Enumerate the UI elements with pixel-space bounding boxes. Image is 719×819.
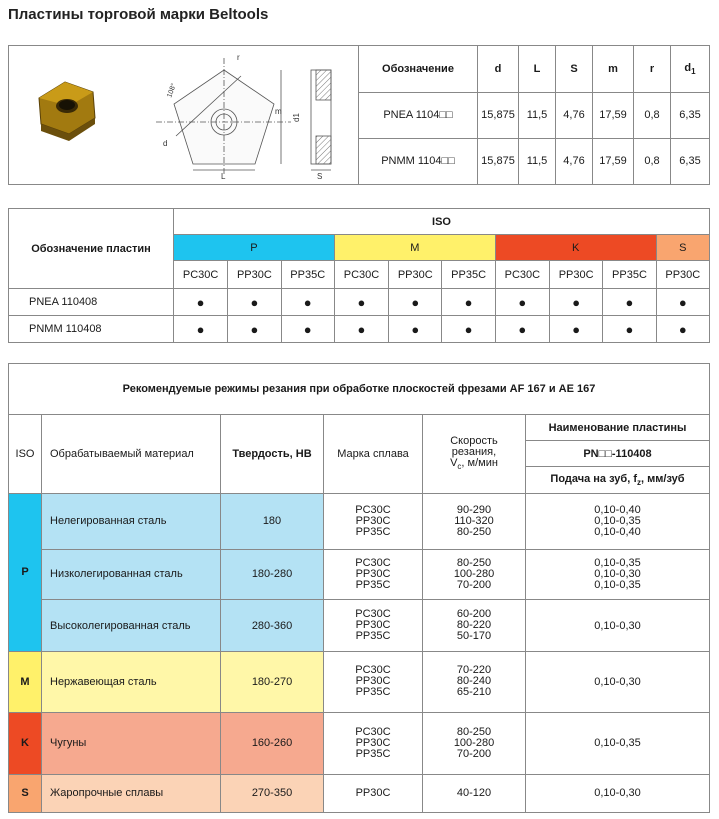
hardness-cell: 280-360	[221, 600, 324, 652]
label-L: L	[221, 172, 226, 181]
label-S: S	[317, 172, 323, 181]
grade-col: PC30C	[495, 261, 549, 289]
cutting-modes-table	[8, 363, 710, 813]
feed-value: 0,10-0,35	[594, 556, 641, 569]
hardness-cell: 180-280	[221, 549, 324, 599]
grade-mark: ●	[334, 289, 388, 316]
grade-table	[8, 208, 710, 343]
grade-col: PC30C	[334, 261, 388, 289]
material-cell: Низколегированная сталь	[42, 549, 221, 599]
grade-value: PP30C	[355, 736, 391, 749]
speed-value: 100-280	[453, 736, 495, 749]
pentagon-drawing-icon	[156, 58, 291, 174]
grade-mark: ●	[334, 316, 388, 343]
group-m-header: M	[334, 235, 495, 261]
grade-col: PP35C	[603, 261, 656, 289]
iso-group-m: M	[9, 652, 42, 712]
col-header-L: L	[519, 46, 556, 93]
feed-value: 0,10-0,30	[594, 567, 641, 580]
iso-group-s: S	[9, 774, 42, 812]
col-header-d1-letter: d	[684, 61, 692, 74]
grade-value: PP35C	[355, 686, 391, 699]
material-cell: Жаропрочные сплавы	[42, 774, 221, 812]
grade-col: PP30C	[228, 261, 281, 289]
iso-group-p: P	[9, 493, 42, 652]
feed-value: 0,10-0,40	[594, 503, 641, 516]
speed-value: 70-220	[456, 664, 492, 677]
grade-col: PP35C	[442, 261, 495, 289]
insert-spec-table	[8, 45, 710, 185]
col-header-d: d	[478, 46, 519, 93]
speed-value: 80-250	[456, 525, 492, 538]
hardness-cell: 160-260	[221, 712, 324, 774]
feed-cell: 0,10-0,30	[526, 652, 710, 712]
speed-value: 100-280	[453, 567, 495, 580]
insert-code: PN□□-110408	[526, 441, 710, 467]
insert-photo-icon	[39, 82, 95, 141]
speed-value: 70-200	[456, 578, 492, 591]
grade-mark: ●	[656, 316, 709, 343]
feed-value: 0,10-0,40	[594, 525, 641, 538]
grade-value: PP30C	[355, 567, 391, 580]
grade-value: PP30C	[355, 514, 391, 527]
insert-drawing-cell	[9, 46, 359, 185]
iso-header: ISO	[174, 209, 710, 235]
label-r: r	[237, 53, 240, 62]
grade-mark: ●	[389, 289, 442, 316]
feed-cell	[526, 549, 710, 599]
spec-cell: 17,59	[593, 138, 634, 184]
speed-sub: c	[457, 461, 462, 471]
hardness-cell: 180-270	[221, 652, 324, 712]
feed-sub: z	[637, 478, 641, 488]
grade-mark: ●	[549, 289, 602, 316]
cutting-caption: Рекомендуемые режимы резания при обработке плоскостей фрезами AF 167 и AE 167	[9, 364, 710, 415]
group-k-header: K	[495, 235, 656, 261]
grade-cell	[324, 652, 423, 712]
grade-value: PC30C	[355, 503, 391, 516]
grade-cell	[324, 493, 423, 549]
grade-cell	[324, 600, 423, 652]
spec-cell: 15,875	[478, 138, 519, 184]
col-header-r: r	[634, 46, 671, 93]
spec-cell: 11,5	[519, 138, 556, 184]
speed-value: 70-200	[456, 747, 492, 760]
speed-value: 65-210	[456, 686, 492, 699]
grade-mark: ●	[228, 316, 281, 343]
feed-value: 0,10-0,35	[594, 514, 641, 527]
speed-line2: резания,	[451, 445, 497, 458]
grade-value: PP30C	[355, 619, 391, 632]
label-angle: 108°	[166, 82, 178, 99]
grade-value: PC30C	[355, 608, 391, 621]
col-speed	[423, 415, 526, 493]
label-d: d	[163, 139, 168, 148]
speed-line3	[423, 458, 525, 472]
spec-cell: 0,8	[634, 138, 671, 184]
group-s-header: S	[656, 235, 709, 261]
material-cell: Чугуны	[42, 712, 221, 774]
spec-cell: PNMM 1104□□	[359, 138, 478, 184]
grade-row-header: Обозначение пластин	[9, 209, 174, 289]
col-header-S: S	[556, 46, 593, 93]
speed-cell	[423, 493, 526, 549]
speed-value: 110-320	[454, 514, 494, 527]
speed-unit: , м/мин	[461, 456, 498, 469]
spec-cell: 6,35	[671, 93, 710, 139]
speed-cell	[423, 600, 526, 652]
label-m: m	[275, 107, 282, 116]
feed-cell: 0,10-0,30	[526, 600, 710, 652]
spec-cell: 6,35	[671, 138, 710, 184]
spec-cell: 11,5	[519, 93, 556, 139]
iso-group-k: K	[9, 712, 42, 774]
speed-value: 90-290	[456, 503, 492, 516]
speed-cell	[423, 652, 526, 712]
grade-mark: ●	[281, 316, 334, 343]
grade-value: PP30C	[355, 675, 391, 688]
label-d1: d1	[292, 113, 301, 122]
col-insert-name: Наименование пластины	[526, 415, 710, 441]
grade-cell: PP30C	[324, 774, 423, 812]
grade-mark: ●	[656, 289, 709, 316]
spec-cell: PNEA 1104□□	[359, 93, 478, 139]
speed-value: 80-240	[456, 675, 492, 688]
col-feed	[526, 467, 710, 493]
grade-mark: ●	[442, 316, 495, 343]
page-title: Пластины торговой марки Beltools	[8, 6, 269, 23]
grade-mark: ●	[495, 316, 549, 343]
grade-value: PC30C	[355, 664, 391, 677]
speed-cell	[423, 549, 526, 599]
hardness-cell: 270-350	[221, 774, 324, 812]
spec-cell: 4,76	[556, 138, 593, 184]
feed-prefix: Подача на зуб, f	[550, 472, 637, 485]
col-material: Обрабатываемый материал	[42, 415, 221, 493]
grade-row-name: PNEA 110408	[9, 289, 174, 316]
side-view-icon	[311, 70, 331, 170]
speed-value: 80-250	[456, 556, 492, 569]
feed-cell: 0,10-0,30	[526, 774, 710, 812]
grade-col: PP30C	[656, 261, 709, 289]
grade-mark: ●	[228, 289, 281, 316]
grade-value: PP35C	[355, 747, 391, 760]
col-header-d1-sub: 1	[691, 67, 696, 77]
grade-value: PP35C	[355, 525, 391, 538]
grade-mark: ●	[174, 289, 228, 316]
speed-cell	[423, 712, 526, 774]
material-cell: Высоколегированная сталь	[42, 600, 221, 652]
grade-col: PP30C	[389, 261, 442, 289]
material-cell: Нелегированная сталь	[42, 493, 221, 549]
grade-value: PC30C	[355, 725, 391, 738]
feed-cell: 0,10-0,35	[526, 712, 710, 774]
spec-cell: 0,8	[634, 93, 671, 139]
grade-value: PP35C	[355, 630, 391, 643]
spec-cell: 17,59	[593, 93, 634, 139]
grade-mark: ●	[603, 316, 656, 343]
grade-col: PP30C	[549, 261, 602, 289]
col-iso: ISO	[9, 415, 42, 493]
spec-cell: 4,76	[556, 93, 593, 139]
col-header-designation: Обозначение	[359, 46, 478, 93]
insert-drawing	[11, 46, 356, 181]
grade-mark: ●	[389, 316, 442, 343]
grade-cell	[324, 549, 423, 599]
grade-value: PP35C	[355, 578, 391, 591]
grade-mark: ●	[549, 316, 602, 343]
grade-mark: ●	[174, 316, 228, 343]
grade-value: PC30C	[355, 556, 391, 569]
col-header-d1	[671, 46, 710, 93]
grade-cell	[324, 712, 423, 774]
grade-col: PP35C	[281, 261, 334, 289]
grade-mark: ●	[603, 289, 656, 316]
speed-value: 60-200	[456, 608, 492, 621]
feed-unit: , мм/зуб	[641, 472, 685, 485]
speed-value: 80-250	[456, 725, 492, 738]
grade-row-name: PNMM 110408	[9, 316, 174, 343]
feed-cell	[526, 493, 710, 549]
speed-value: 80-220	[456, 619, 492, 632]
col-hardness: Твердость, НВ	[221, 415, 324, 493]
col-grade: Марка сплава	[324, 415, 423, 493]
speed-cell: 40-120	[423, 774, 526, 812]
speed-value: 50-170	[456, 630, 492, 643]
col-header-m: m	[593, 46, 634, 93]
speed-line1: Скорость	[450, 434, 498, 447]
spec-cell: 15,875	[478, 93, 519, 139]
grade-mark: ●	[281, 289, 334, 316]
hardness-cell: 180	[221, 493, 324, 549]
group-p-header: P	[174, 235, 335, 261]
grade-col: PC30C	[174, 261, 228, 289]
feed-value: 0,10-0,35	[594, 578, 641, 591]
grade-mark: ●	[442, 289, 495, 316]
material-cell: Нержавеющая сталь	[42, 652, 221, 712]
grade-mark: ●	[495, 289, 549, 316]
speed-v: V	[450, 456, 458, 469]
